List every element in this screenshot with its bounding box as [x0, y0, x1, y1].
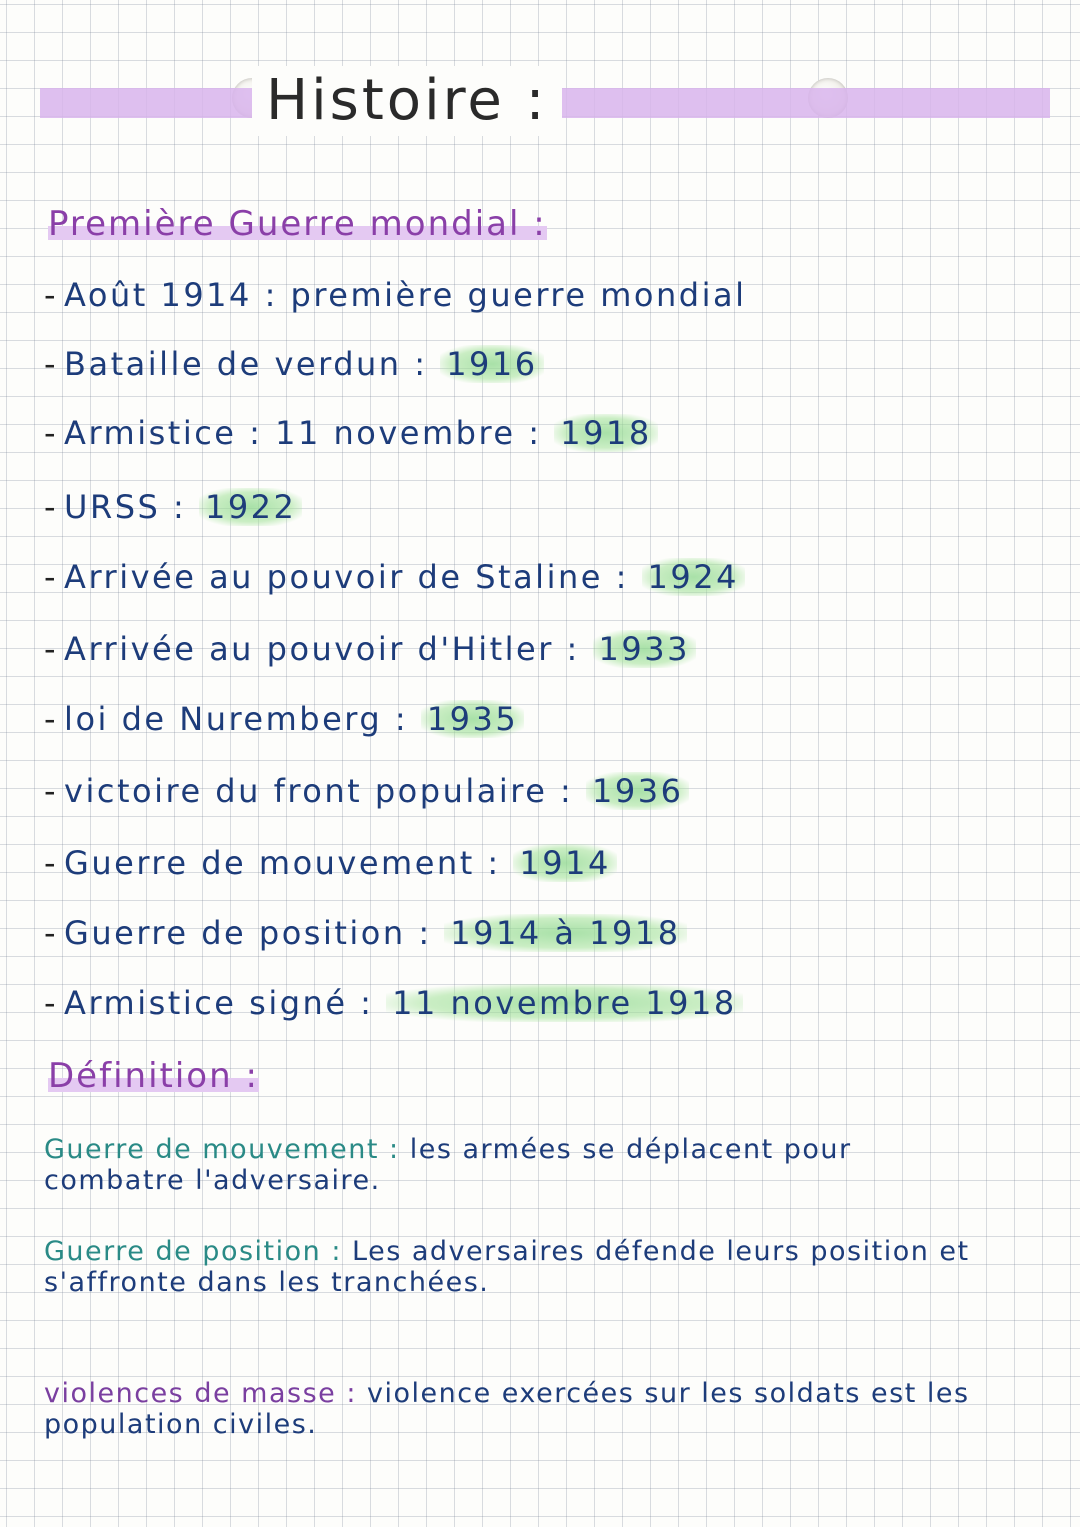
definition-item [44, 1236, 1054, 1298]
timeline-item: - Août 1914 : première guerre mondial [44, 276, 747, 314]
definition-text: Les adversaires défende leurs position et s'affronte dans les tranchées. [44, 1236, 970, 1298]
timeline-date: première guerre mondial [290, 276, 747, 314]
timeline-item: - Arrivée au pouvoir d'Hitler : 1933 [44, 630, 696, 668]
page-title: Histoire : [252, 66, 562, 136]
section-heading-text: Première Guerre mondial : [48, 204, 547, 244]
timeline-date: 1935 [421, 700, 524, 738]
timeline-item: - URSS : 1922 [44, 488, 302, 526]
timeline-text: Arrivée au pouvoir de Staline : [64, 558, 629, 596]
timeline-item: - victoire du front populaire : 1936 [44, 772, 689, 810]
timeline-item: - Guerre de position : 1914 à 1918 [44, 914, 687, 952]
timeline-text: Guerre de mouvement : [64, 844, 501, 882]
definition-item [44, 1134, 944, 1196]
timeline-text: loi de Nuremberg : [64, 700, 409, 738]
definition-heading [48, 1056, 259, 1096]
timeline-date: 1918 [554, 414, 657, 452]
timeline-text: Arrivée au pouvoir d'Hitler : [64, 630, 580, 668]
timeline-text: victoire du front populaire : [64, 772, 574, 810]
timeline-item: - loi de Nuremberg : 1935 [44, 700, 524, 738]
timeline-date: 1933 [593, 630, 696, 668]
definition-text: violence exercées sur les soldats est les population civiles. [44, 1378, 970, 1440]
timeline-date: 1936 [586, 772, 689, 810]
timeline-text: Guerre de position : [64, 914, 432, 952]
timeline-text: Bataille de verdun : [64, 345, 428, 383]
timeline-item: - Armistice signé : 11 novembre 1918 [44, 984, 743, 1022]
definition-term: violences de masse : [44, 1378, 357, 1409]
timeline-item: - Guerre de mouvement : 1914 [44, 844, 617, 882]
timeline-date: 11 novembre 1918 [386, 984, 743, 1022]
timeline-date: 1916 [440, 345, 543, 383]
timeline-item: - Arrivée au pouvoir de Staline : 1924 [44, 558, 745, 596]
timeline-date: 1922 [199, 488, 302, 526]
timeline-item: - Bataille de verdun : 1916 [44, 345, 544, 383]
timeline-text: Armistice signé : [64, 984, 374, 1022]
timeline-text: URSS : [64, 488, 187, 526]
timeline-text: Armistice : 11 novembre : [64, 414, 542, 452]
definition-text: les armées se déplacent pour combatre l'adversaire. [44, 1134, 852, 1196]
section-heading [48, 204, 547, 244]
definition-heading-text: Définition : [48, 1056, 259, 1096]
definition-item [44, 1378, 1044, 1440]
timeline-date: 1924 [642, 558, 745, 596]
timeline-date: 1914 à 1918 [444, 914, 686, 952]
timeline-item: - Armistice : 11 novembre : 1918 [44, 414, 658, 452]
definition-term: Guerre de mouvement : [44, 1134, 400, 1165]
definition-term: Guerre de position : [44, 1236, 342, 1267]
timeline-text: Août 1914 : [64, 276, 278, 314]
timeline-date: 1914 [513, 844, 616, 882]
